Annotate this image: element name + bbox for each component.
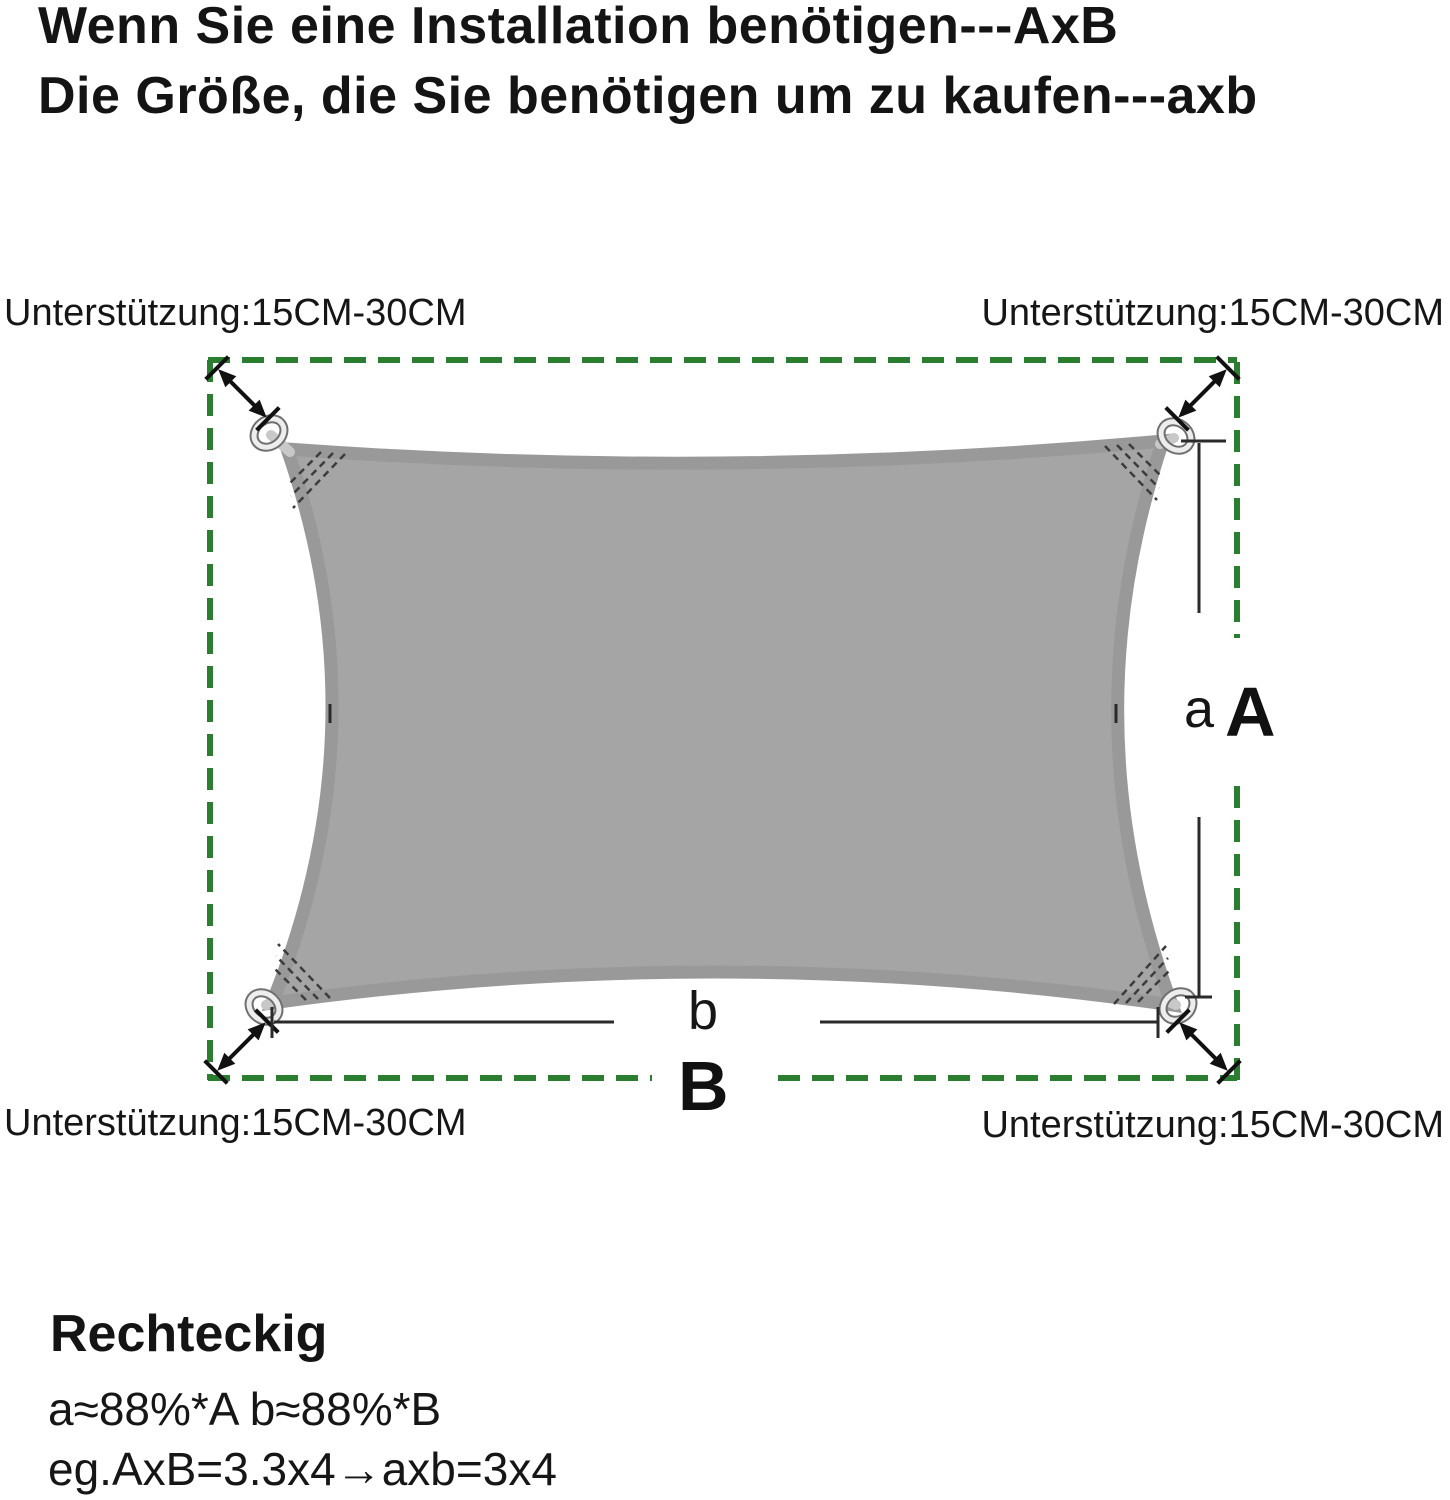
title-line-2: Die Größe, die Sie benötigen um zu kaufen---axb <box>38 67 1258 125</box>
footer-formula: a≈88%*A b≈88%*B <box>48 1383 442 1435</box>
support-distance-arrow-icon <box>205 1010 279 1084</box>
dimension-label-b-inner: b <box>688 981 719 1041</box>
footer-example: eg.AxB=3.3x4→axb=3x4 <box>48 1443 557 1495</box>
shade-sail-fabric <box>272 441 1172 1005</box>
dimension-label-b-outer: B <box>678 1047 729 1125</box>
support-distance-arrow-icon <box>206 357 280 431</box>
dimension-label-a-inner: a <box>1184 679 1215 739</box>
support-distance-arrow-icon <box>1166 357 1240 431</box>
support-label-top-right: Unterstützung:15CM-30CM <box>981 292 1444 334</box>
dimension-label-a-outer: A <box>1225 673 1276 751</box>
support-distance-arrow-icon <box>1167 1010 1241 1084</box>
footer-shape-name: Rechteckig <box>50 1305 328 1363</box>
title-line-1: Wenn Sie eine Installation benötigen---AxB <box>38 0 1119 55</box>
support-label-bottom-right: Unterstützung:15CM-30CM <box>981 1104 1444 1146</box>
support-label-bottom-left: Unterstützung:15CM-30CM <box>4 1102 467 1144</box>
shade-sail <box>272 441 1172 1005</box>
support-label-top-left: Unterstützung:15CM-30CM <box>4 292 467 334</box>
